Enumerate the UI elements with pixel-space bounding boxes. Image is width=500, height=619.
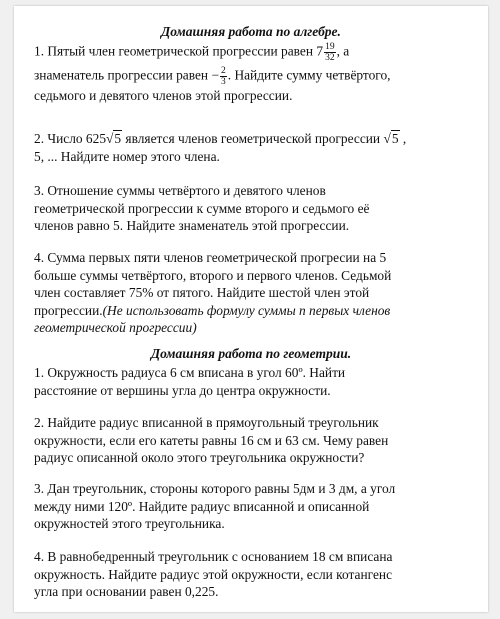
algebra-title: Домашняя работа по алгебре.	[161, 24, 341, 39]
document-page	[14, 6, 488, 612]
geometry-title: Домашняя работа по геометрии.	[150, 346, 352, 361]
fraction-19-32: $\frac{19}{32}$	[325, 42, 335, 63]
geometry-task-2: 2. Найдите радиус вписанной в прямоугольный треугольник окружности, если его катеты равны 16 см и 63 см. Чему равен радиус описанной около этого треугольника окружности?	[34, 415, 389, 465]
fraction-2-3: $\frac{2}{3}$	[221, 66, 226, 87]
geometry-task-3: 3. Дан треугольник, стороны которого равны 5дм и 3 дм, а угол между ними 120º. Найдите радиус вписанной и описанной окружностей этого треугольника.	[34, 481, 396, 531]
algebra-task-1-text-c: знаменатель прогрессии равен −	[34, 67, 219, 83]
algebra-task-1-text-a: 1. Пятый член геометрической прогрессии равен 7	[34, 43, 324, 59]
sqrt-5: √5	[106, 131, 122, 146]
geometry-task-1: 1. Окружность радиуса 6 см вписана в угол 60º. Найти расстояние от вершины угла до центра окружности.	[34, 365, 346, 398]
algebra-task-3: 3. Отношение суммы четвёртого и девятого членов геометрической прогрессии к сумме второго и седьмого её членов равно 5. Найдите знаменатель этой прогрессии.	[34, 183, 370, 233]
algebra-task-4: 4. Сумма первых пяти членов геометрической прогресии на 5 больше суммы четвёртого, второго и первого членов. Седьмой член составляет 75% от пятого. Найдите шестой член этой прогрессии.(Не использовать формулу суммы п первых членов геометрической прогрессии)	[34, 250, 392, 335]
sqrt-5: √5	[383, 131, 399, 146]
geometry-task-4: 4. В равнобедренный треугольник с основанием 18 см вписана окружность. Найдите радиус этой окружности, если котангенс угла при основании равен 0,225.	[34, 549, 393, 599]
algebra-task-1: 1. Пятый член геометрической прогрессии равен 7 $\frac{19}{32}$ , а знаменатель прогрессии равен − $\frac{2}{3}$ . Найдите сумму четвёртого, седьмого и девятого членов этой прогрессии.	[34, 42, 391, 103]
algebra-task-2: 2. Число 625√5 является членов геометрической прогрессии √5 , 5, ... Найдите номер этого члена.	[34, 131, 407, 164]
